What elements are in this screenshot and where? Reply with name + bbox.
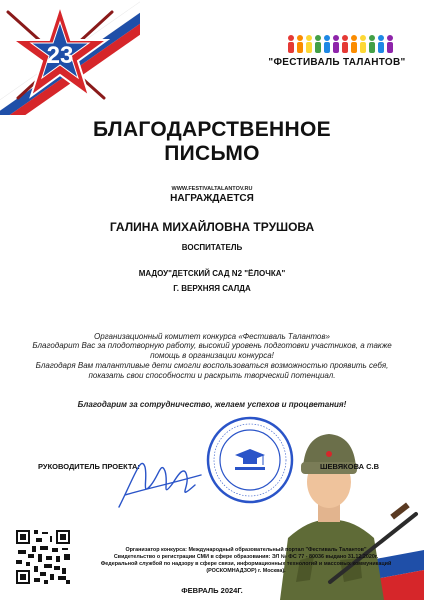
title-line-2: ПИСЬМО xyxy=(164,142,260,165)
recipient-position: ВОСПИТАТЕЛЬ xyxy=(181,243,243,252)
awarded-label: НАГРАЖДАЕТСЯ xyxy=(170,193,254,204)
issue-date: ФЕВРАЛЬ 2024Г. xyxy=(181,586,243,595)
recipient-organization: МАДОУ"ДЕТСКИЙ САД N2 "ЁЛОЧКА" xyxy=(138,269,286,278)
title-line-1: БЛАГОДАРСТВЕННОЕ xyxy=(93,118,331,141)
star-emblem-icon xyxy=(0,0,140,115)
signature-label: РУКОВОДИТЕЛЬ ПРОЕКТА: xyxy=(38,462,140,471)
festival-logo-text: "ФЕСТИВАЛЬ ТАЛАНТОВ" xyxy=(268,57,406,68)
emblem-number: 23 xyxy=(46,42,74,69)
official-stamp-icon xyxy=(205,415,295,505)
organizer-line-2: Свидетельство о регистрации СМИ в сфере образования: ЭЛ № ФС 77 - 80036 выдано 31.12.2020г. xyxy=(113,554,379,560)
website-link[interactable]: WWW.FESTIVALTALANTOV.RU xyxy=(171,186,253,192)
organizer-line-3: Федеральной службой по надзору в сфере связи, информационных технологий и массовых коммуникаций xyxy=(100,561,392,567)
signature-name: ШЕВЯКОВА С.В xyxy=(320,462,380,471)
festival-people-logo-icon xyxy=(286,34,402,54)
handwritten-signature-icon xyxy=(115,445,205,515)
qr-code-icon[interactable] xyxy=(14,528,72,586)
recipient-city: Г. ВЕРХНЯЯ САЛДА xyxy=(173,284,251,293)
organizer-line-1: Организатор конкурса: Международный образовательный портал "Фестиваль Талантов" xyxy=(125,547,367,553)
body-paragraph-3: Благодаря Вам талантливые дети смогли воспользоваться возможностью проявить себя, показать свои способности и раскрыть творческий потенциал. xyxy=(35,361,389,380)
organizer-line-4: (РОСКОМНАДЗОР) г. Москва). xyxy=(206,568,286,574)
recipient-name: ГАЛИНА МИХАЙЛОВНА ТРУШОВА xyxy=(109,220,315,234)
thanks-line: Благодарим за сотрудничество, желаем успехов и процветания! xyxy=(77,400,347,409)
body-paragraph-2: Благодарит Вас за плодотворную работу, высокий уровень подготовки участников, а также помощь в организации конкурса! xyxy=(32,341,392,360)
body-paragraph-1: Организационный комитет конкурса «Фестиваль Талантов» xyxy=(93,332,330,341)
